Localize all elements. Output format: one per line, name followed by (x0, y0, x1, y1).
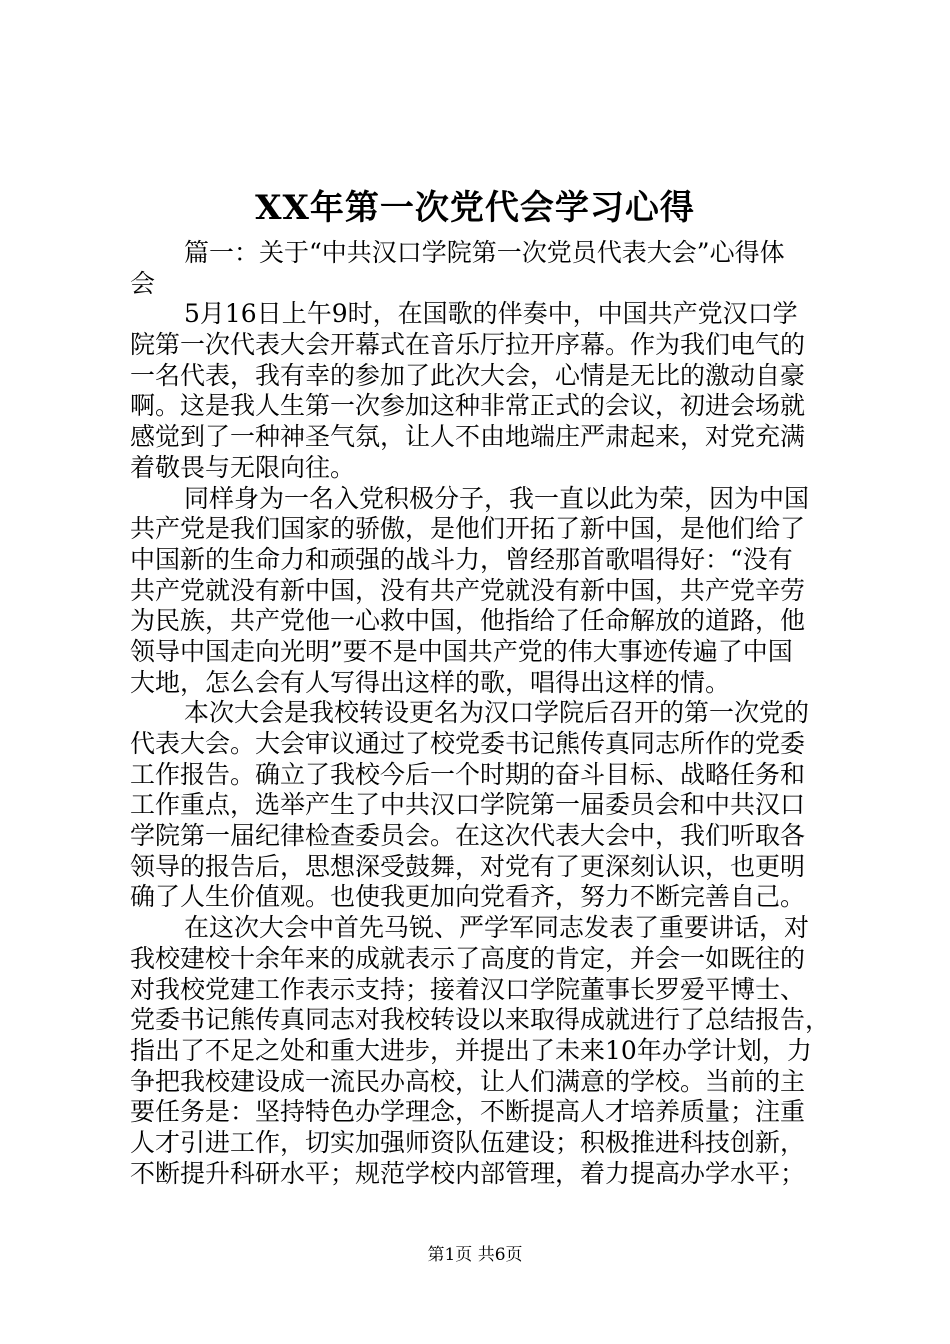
text-line: 指出了不足之处和重大进步，并提出了未来10年办学计划，力 (130, 1035, 812, 1065)
text-line: 代表大会。大会审议通过了校党委书记熊传真同志所作的党委 (130, 729, 806, 758)
text-line: 人才引进工作，切实加强师资队伍建设；积极推进科技创新， (130, 1127, 806, 1157)
text-line: 共产党就没有新中国，没有共产党就没有新中国，共产党辛劳 (130, 575, 806, 605)
text-line: 啊。这是我人生第一次参加这种非常正式的会议，初进会场就 (130, 391, 806, 421)
text-line: 感觉到了一种神圣气氛，让人不由地端庄严肃起来，对党充满 (130, 422, 806, 452)
paragraph (130, 299, 830, 483)
text-line: 共产党是我们国家的骄傲，是他们开拓了新中国，是他们给了 (130, 514, 806, 544)
text-line: 会 (130, 268, 156, 298)
text-line: 领导的报告后，思想深受鼓舞，对党有了更深刻认识，也更明 (130, 851, 806, 881)
text-line: 篇一：关于“中共汉口学院第一次党员代表大会”心得体 (184, 238, 785, 267)
paragraph (130, 698, 830, 913)
page-number: 第1页 共6页 (427, 1245, 523, 1265)
text-line: 学院第一届纪律检查委员会。在这次代表大会中，我们听取各 (130, 821, 806, 851)
text-line: 对我校党建工作表示支持；接着汉口学院董事长罗爱平博士、 (130, 974, 806, 1004)
text-line: 我校建校十余年来的成就表示了高度的肯定，并会一如既往的 (130, 943, 806, 973)
text-line: 在这次大会中首先马锐、严学军同志发表了重要讲话，对 (184, 913, 810, 943)
text-line: 5月16日上午9时，在国歌的伴奏中，中国共产党汉口学 (184, 299, 798, 329)
text-line: 工作报告。确立了我校今后一个时期的奋斗目标、战略任务和 (130, 759, 806, 789)
text-line: 为民族，共产党他一心救中国，他指给了任命解放的道路，他 (130, 606, 806, 636)
text-line: 工作重点，选举产生了中共汉口学院第一届委员会和中共汉口 (130, 790, 806, 820)
text-line: 确了人生价值观。也使我更加向党看齐，努力不断完善自己。 (130, 882, 806, 912)
document-title: XX年第一次党代会学习心得 (255, 188, 695, 228)
text-line: 院第一次代表大会开幕式在音乐厅拉开序幕。作为我们电气的 (130, 330, 806, 360)
text-line: 本次大会是我校转设更名为汉口学院后召开的第一次党的 (184, 698, 810, 728)
paragraph (130, 484, 830, 699)
text-line: 同样身为一名入党积极分子，我一直以此为荣，因为中国 (184, 483, 810, 513)
text-line: 中国新的生命力和顽强的战斗力，曾经那首歌唱得好：“没有 (130, 544, 793, 574)
text-line: 争把我校建设成一流民办高校，让人们满意的学校。当前的主 (130, 1066, 806, 1096)
text-line: 领导中国走向光明”要不是中国共产党的伟大事迹传遍了中国 (130, 636, 793, 666)
text-line: 不断提升科研水平；规范学校内部管理，着力提高办学水平； (130, 1158, 806, 1188)
text-line: 一名代表，我有幸的参加了此次大会，心情是无比的激动自豪 (130, 360, 806, 390)
paragraph (130, 238, 830, 299)
text-line: 要任务是：坚持特色办学理念，不断提高人才培养质量；注重 (130, 1097, 806, 1127)
document-body (130, 238, 830, 1189)
text-line: 着敬畏与无限向往。 (130, 452, 356, 482)
text-line: 党委书记熊传真同志对我校转设以来取得成就进行了总结报告， (130, 1005, 831, 1035)
text-line: 大地，怎么会有人写得出这样的歌，唱得出这样的情。 (130, 667, 731, 697)
paragraph (130, 913, 830, 1189)
